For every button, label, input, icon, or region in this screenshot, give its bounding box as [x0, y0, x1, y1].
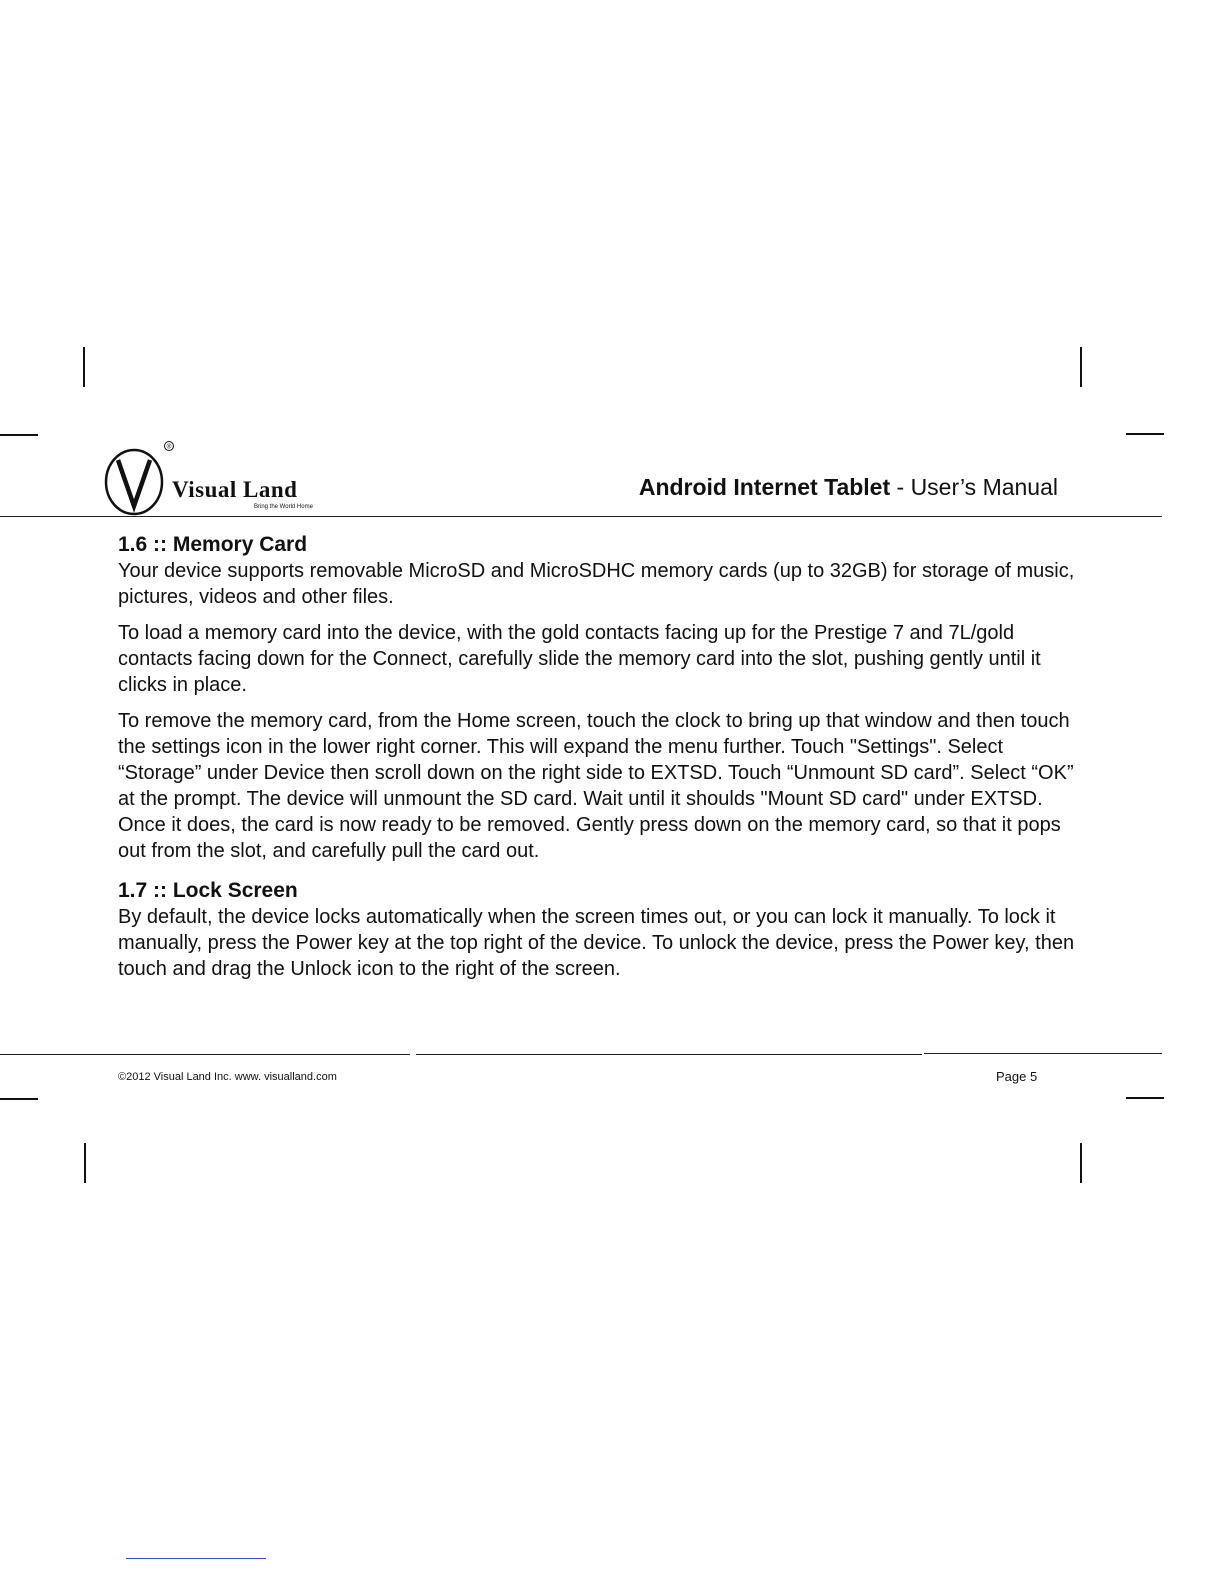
- paragraph: By default, the device locks automatically when the screen times out, or you can lock it manually. To lock it manually, press the Power key at the top right of the device. To unlock the device, press the Power key, then touch and drag the Unlock icon to the right of the screen.: [118, 906, 1075, 980]
- page-title-bold: Android Internet Tablet: [638, 474, 891, 500]
- crop-mark-right-upper: [1126, 433, 1164, 435]
- footer-copyright: ©2012 Visual Land Inc. www. visualland.com: [118, 1071, 337, 1083]
- page-title-rest: - User’s Manual: [890, 474, 1058, 500]
- footer-rule-right: [924, 1053, 1162, 1054]
- footer-rule-left: [0, 1054, 410, 1055]
- section-lock-screen: [118, 878, 1078, 982]
- page-content: [118, 532, 1078, 996]
- page-title: [639, 476, 1058, 499]
- paragraph: To remove the memory card, from the Home screen, touch the clock to bring up that window and then touch the settings icon in the lower right corner. This will expand the menu further. Touch "Settings". Select “Storage” under Device then scroll down on the right side to EXTSD. Touch “Unmount SD card”. Select “OK” at the prompt. The device will unmount the SD card. Wait until it shoulds "Mount SD card" under EXTSD. Once it does, the card is now ready to be removed. Gently press down on the memory card, so that it pops out from the slot, and carefully pull the card out.: [118, 710, 1074, 862]
- visual-land-v-icon: [100, 440, 180, 516]
- section-heading: 1.6 :: Memory Card: [118, 533, 308, 556]
- crop-mark-left-lower: [0, 1098, 38, 1100]
- crop-mark-left-upper: [0, 434, 38, 436]
- section-heading: 1.7 :: Lock Screen: [118, 879, 298, 902]
- logo-brand-name: Visual Land: [172, 477, 298, 502]
- header-rule: [0, 516, 1162, 517]
- crop-mark-bottom-right: [1080, 1143, 1082, 1183]
- brand-logo: [100, 440, 360, 516]
- page-number: Page 5: [996, 1069, 1038, 1084]
- logo-tagline: Bring the World Home: [254, 504, 313, 510]
- paragraph: Your device supports removable MicroSD and MicroSDHC memory cards (up to 32GB) for storage of music, pictures, videos and other files.: [118, 560, 1075, 608]
- crop-mark-bottom-left: [84, 1143, 86, 1183]
- paragraph: To load a memory card into the device, with the gold contacts facing up for the Prestige 7 and 7L/gold contacts facing down for the Connect, carefully slide the memory card into the slot, pushing gently until it clicks in place.: [118, 622, 1041, 696]
- section-memory-card: [118, 532, 1078, 864]
- registered-mark: ®: [166, 443, 172, 451]
- footer-rule-middle: [416, 1054, 922, 1055]
- stray-underline: [126, 1558, 266, 1559]
- crop-mark-right-lower: [1126, 1097, 1164, 1099]
- crop-mark-top-right: [1080, 347, 1082, 387]
- crop-mark-top-left: [83, 347, 85, 387]
